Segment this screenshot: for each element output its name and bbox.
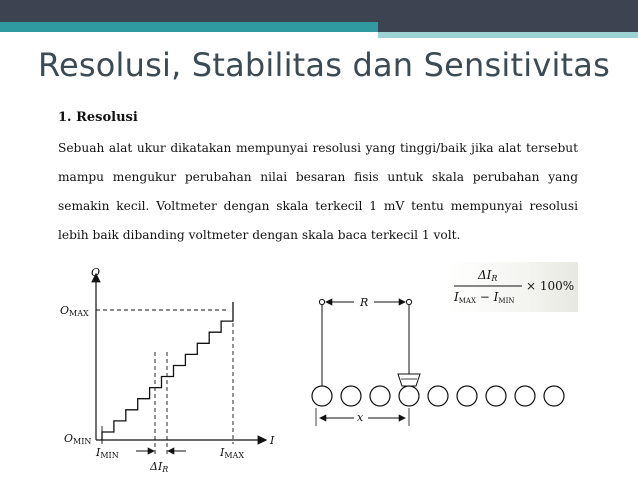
scale-circle [486,386,506,406]
scale-circle [312,386,332,406]
slide-title: Resolusi, Stabilitas dan Sensitivitas [38,46,610,84]
header-light-stripe [378,32,638,38]
r-label: R [360,296,369,309]
x-axis-label: I [270,434,275,447]
staircase-path [102,302,233,440]
resolution-staircase-graph [58,262,298,474]
imax-label: IMAX [220,446,245,460]
scale-circle [544,386,564,406]
pointer-scale-diagram [306,290,578,440]
scale-circle [457,386,477,406]
omin-label: OMIN [64,432,92,446]
staircase-steps [102,302,233,440]
omax-label: OMAX [60,304,89,318]
body-paragraph: Sebuah alat ukur dikatakan mempunyai resolusi yang tinggi/baik jika alat tersebut mampu mengukur perubahan nilai besaran fisis untuk skala perubahan yang semakin kecil. Voltmeter dengan skala terkecil 1 mV tentu mempunyai resolusi lebih baik dibanding voltmeter dengan skala baca terkecil 1 volt. [58,141,578,242]
header-bar [0,0,638,22]
formula-factor: × 100% [526,279,575,293]
pivot-right [406,299,411,304]
delta-ir-label: ΔIR [150,460,169,474]
y-axis-label: O [91,266,101,279]
scale-circle [341,386,361,406]
formula-denominator: IMAX − IMIN [454,290,515,305]
formula-numerator: ΔIR [478,268,498,283]
header-tab-block [378,22,638,32]
scale-circle-row [312,386,564,406]
imin-label: IMIN [96,446,119,460]
x-label: x [357,411,364,424]
pivot-left [319,299,324,304]
scale-circle [515,386,535,406]
pointer-head [398,374,420,386]
scale-circle [370,386,390,406]
scale-circle [428,386,448,406]
section-heading: 1. Resolusi [58,110,138,125]
scale-circle [399,386,419,406]
